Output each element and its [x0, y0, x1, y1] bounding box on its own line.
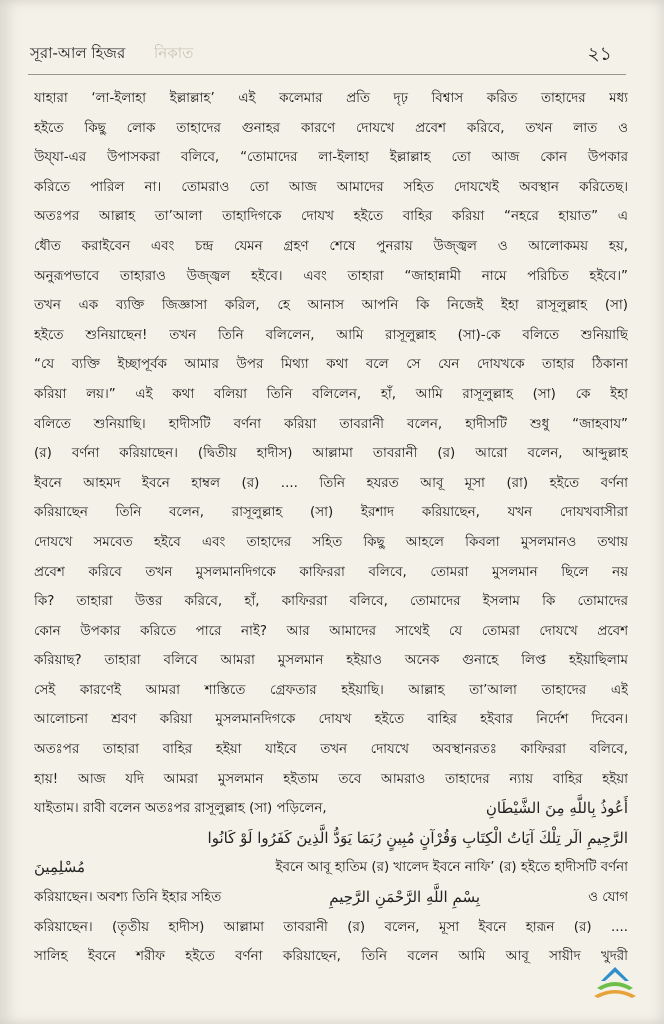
- text-line-4: করিতে পারিল না। তোমরাও তো আজ আমাদের সহিত দোযখেই অবস্থান করিতেছ।: [34, 179, 628, 195]
- text-line-6: ধৌত করাইবেন এবং চন্দ্র যেমন গ্রহণ শেষে পুনরায় উজ্জ্বল ও আলোকময় হয়,: [34, 238, 628, 254]
- text-segment: করিয়াছেন। অবশ্য তিনি ইহার সহিত: [34, 890, 222, 906]
- text-line-23: অতঃপর তাহারা বাহির হইয়া যাইবে তখন দোযখে অবস্থানরতঃ কাফিররা বলিবে,: [34, 742, 628, 758]
- body-text: [34, 84, 628, 972]
- text-line-29: করিয়াছেন। (তৃতীয় হাদীস) আল্লামা তাবরানী (র) বলেন, মূসা ইবনে হারূন (র) ....: [34, 919, 628, 935]
- text-segment: ইবনে আবূ হাতিম (র) খালেদ ইবনে নাফি’ (র) হইতে হাদীসটি বর্ণনা: [275, 860, 628, 876]
- text-line-9: হইতে শুনিয়াছেন! তখন তিনি বলিলেন, আমি রাসূলুল্লাহ (সা)-কে বলিতে শুনিয়াছি: [34, 327, 628, 343]
- bleed-through-text: নিকাত: [154, 44, 194, 62]
- header-rule: [28, 74, 626, 75]
- text-line-16: দোযখে সমবেত হইবে এবং তাহাদের সহিত কিছু আহলে কিবলা মুসলমানও তথায়: [34, 534, 628, 550]
- text-line-25: [34, 794, 628, 824]
- text-line-13: (র) বর্ণনা করিয়াছেন। (দ্বিতীয় হাদীস) আল্লামা তাবরানী (র) আরো বলেন, আব্দুল্লাহ: [34, 446, 628, 462]
- text-line-28: [34, 883, 628, 913]
- text-line-14: ইবনে আহমদ ইবনে হাম্বল (র) .... তিনি হযরত আবূ মূসা (রা) হইতে বর্ণনা: [34, 475, 628, 491]
- text-line-30: সালিহ ইবনে শরীফ হইতে বর্ণনা করিয়াছেন, তিনি বলেন আমি আবূ সায়ীদ খুদরী: [34, 949, 628, 965]
- text-line-12: বলিতে শুনিয়াছি। হাদীসটি বর্ণনা করিয়া তাবরানী বলেন, হাদীসটি শুধু “জাহবায”: [34, 416, 628, 432]
- text-line-15: করিয়াছেন তিনি বলেন, রাসূলুল্লাহ (সা) ইরশাদ করিয়াছেন, যখন দোযখবাসীরা: [34, 505, 628, 521]
- text-line-27: [34, 853, 628, 883]
- text-line-11: করিয়া লয়।” এই কথা বলিয়া তিনি বলিলেন, হাঁ, আমি রাসূলুল্লাহ (সা) কে ইহা: [34, 386, 628, 402]
- arabic-verse: مُسْلِمِينَ: [34, 858, 85, 877]
- page-header: [30, 40, 624, 70]
- text-line-20: করিয়াছ? তাহারা বলিবে আমরা মুসলমান হইয়াও অনেক গুনাহে লিপ্ত হইয়াছিলাম: [34, 653, 628, 669]
- text-line-26: [34, 824, 628, 854]
- page-number: ২১: [587, 43, 612, 65]
- text-segment: যাইতাম। রাবী বলেন অতঃপর রাসূলুল্লাহ (সা) পড়িলেন,: [34, 801, 327, 817]
- text-line-1: যাহারা ‘লা-ইলাহা ইল্লাল্লাহ’ এই কলেমার প্রতি দৃঢ় বিশ্বাস করিত তাহাদের মধ্য: [34, 91, 628, 106]
- publisher-logo-icon: [588, 964, 642, 1004]
- text-line-24: হায়! আজ যদি আমরা মুসলমান হইতাম তবে আমরাও তাহাদের ন্যায় বাহির হইয়া: [34, 771, 628, 787]
- text-line-3: উয্‌যা-এর উপাসকরা বলিবে, “তোমাদের লা-ইলাহা ইল্লাল্লাহ তো আজ কোন উপকার: [34, 150, 628, 166]
- text-line-10: “যে ব্যক্তি ইচ্ছাপূর্বক আমার উপর মিথ্যা কথা বলে সে যেন দোযখকে তাহার ঠিকানা: [34, 357, 628, 373]
- arabic-verse: أَعُوذُ بِاللَّهِ مِنَ الشَّيْطَانِ: [485, 799, 628, 818]
- text-line-7: অনুরূপভাবে তাহারাও উজ্জ্বল হইবে। এবং তাহারা “জাহান্নামী নামে পরিচিত হইবে।”: [34, 268, 628, 284]
- text-line-21: সেই কারণেই আমরা শাস্তিতে গ্রেফতার হইয়াছি। আল্লাহ তা’আলা তাহাদের এই: [34, 682, 628, 698]
- text-segment: ও যোগ: [588, 890, 628, 906]
- text-line-8: তখন এক ব্যক্তি জিজ্ঞাসা করিল, হে আনাস আপনি কি নিজেই ইহা রাসূলুল্লাহ (সা): [34, 298, 628, 314]
- running-title: সূরা-আল হিজর: [30, 44, 126, 62]
- text-line-2: হইতে কিছু লোক তাহাদের গুনাহর কারণে দোযখে প্রবেশ করিবে, তখন লাত ও: [34, 120, 628, 136]
- text-line-19: কোন উপকার করিতে পারে নাই? আর আমাদের সাথেই যে তোমরা দোযখে প্রবেশ: [34, 623, 628, 639]
- text-line-18: কি? তাহারা উত্তর করিবে, হাঁ, কাফিররা বলিবে, তোমাদের ইসলাম কি তোমাদের: [34, 594, 628, 610]
- text-line-22: আলোচনা শ্রবণ করিয়া মুসলমানদিগকে দোযখ হইতে বাহির হইবার নির্দেশ দিবেন।: [34, 712, 628, 728]
- text-line-5: অতঃপর আল্লাহ তা’আলা তাহাদিগকে দোযখ হইতে বাহির করিয়া “নহরে হায়াত” এ: [34, 209, 628, 225]
- arabic-basmala: بِسْمِ اللَّهِ الرَّحْمَنِ الرَّحِيمِ: [329, 888, 481, 907]
- arabic-verse: الرَّجِيمِ الٓر تِلْكَ آيَاتُ الْكِتَابِ وَقُرْآنٍ مُبِينٍ رُبَمَا يَوَدُّ الَّذِينَ كَفَرُوا لَوْ كَانُوا: [207, 828, 628, 847]
- paragraph-lines: [34, 84, 628, 794]
- text-line-17: প্রবেশ করিবে তখন মুসলমানদিগকে কাফিররা বলিবে, তোমরা মুসলমান ছিলে নয়: [34, 564, 628, 580]
